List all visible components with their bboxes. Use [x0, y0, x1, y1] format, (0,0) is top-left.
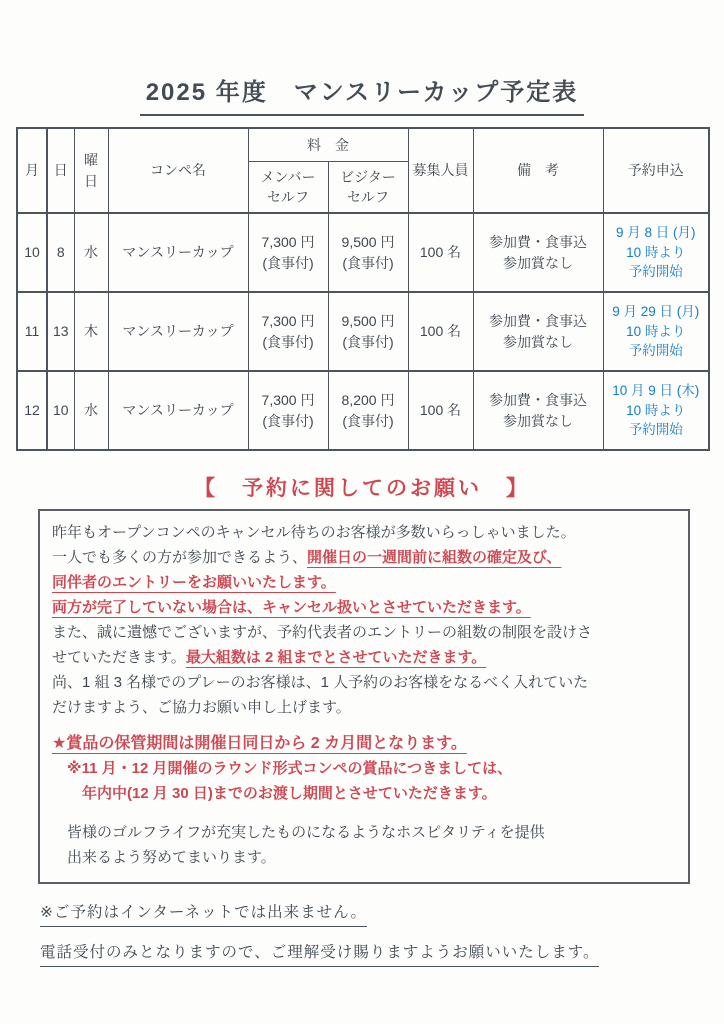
- notice-text: 出来るよう努めてまいります。: [67, 849, 276, 866]
- notice-line-2: [52, 545, 676, 570]
- notice-line-5: [52, 620, 676, 645]
- cell-visitor-fee: [328, 371, 408, 450]
- cell-day: 10: [47, 371, 74, 450]
- reservation-start: 予約開始: [628, 343, 683, 359]
- notice-note-1: [52, 756, 676, 781]
- cell-month: 10: [17, 213, 47, 292]
- member-fee-note: (食事付): [262, 254, 314, 271]
- reservation-start: 予約開始: [628, 264, 683, 280]
- col-header-remarks: 備 考: [473, 128, 603, 213]
- notice-text: 尚、1 組 3 名様でのプレーのお客様は、1 人予約のお客様をなるべく入れていた: [52, 674, 589, 691]
- notice-text: 一人でも多くの方が参加できるよう、: [52, 549, 308, 566]
- cell-compe: マンスリーカップ: [108, 213, 248, 292]
- cell-capacity: 100 名: [408, 213, 473, 292]
- cell-capacity: 100 名: [408, 292, 473, 371]
- cell-visitor-fee: [328, 292, 408, 371]
- remarks-line2: 参加賞なし: [503, 333, 573, 350]
- table-row: [17, 213, 709, 292]
- cell-compe: マンスリーカップ: [108, 292, 248, 371]
- table-row: [17, 371, 709, 450]
- cell-day: 13: [47, 292, 74, 371]
- cell-remarks: [473, 213, 603, 292]
- col-header-weekday-line2: 日: [84, 172, 98, 189]
- notice-closing-2: [52, 845, 676, 870]
- cell-weekday: 木: [74, 292, 108, 371]
- cell-member-fee: [248, 213, 328, 292]
- cell-capacity: 100 名: [408, 371, 473, 450]
- prize-period-notice: ★賞品の保管期間は開催日同日から 2 カ月間となります。: [52, 735, 467, 752]
- visitor-fee-note: (食事付): [342, 412, 394, 429]
- remarks-line2: 参加賞なし: [503, 412, 573, 429]
- cell-member-fee: [248, 292, 328, 371]
- notice-text: だけますよう、ご協力お願い申し上げます。: [52, 699, 351, 716]
- visitor-fee-note: (食事付): [342, 254, 394, 271]
- cell-remarks: [473, 371, 603, 450]
- notice-closing-1: [52, 820, 676, 845]
- visitor-fee-amount: 9,500 円: [341, 312, 395, 329]
- notice-line-4: [52, 595, 676, 620]
- remarks-line1: 参加費・食事込: [489, 313, 587, 330]
- notice-text: また、誠に遺憾でございますが、予約代表者のエントリーの組数の制限を設けさ: [52, 624, 593, 641]
- col-header-capacity: 募集人員: [408, 128, 473, 213]
- member-fee-note: (食事付): [262, 412, 314, 429]
- notice-line-6: [52, 645, 676, 670]
- footer-note-internet: [40, 900, 367, 927]
- remarks-line2: 参加賞なし: [503, 254, 573, 271]
- member-fee-amount: 7,300 円: [261, 233, 315, 250]
- cell-visitor-fee: [328, 213, 408, 292]
- notice-line-7: [52, 670, 676, 695]
- notice-line-3: [52, 570, 676, 595]
- cell-reservation: [603, 213, 709, 292]
- title-block: [0, 72, 724, 116]
- cell-reservation: [603, 371, 709, 450]
- notice-heading: 【 予約に関してのお願い 】: [194, 477, 530, 500]
- col-header-day: 日: [47, 128, 74, 213]
- col-header-month: 月: [17, 128, 47, 213]
- footer-note-text: ※ご予約はインターネットでは出来ません。: [40, 900, 367, 927]
- reservation-date: 9 月 8 日 (月): [615, 225, 696, 241]
- visitor-self-line2: セルフ: [347, 189, 389, 205]
- schedule-table: [16, 127, 710, 451]
- reservation-start: 予約開始: [628, 422, 683, 438]
- table-row: [17, 292, 709, 371]
- prize-note-red: ※11 月・12 月開催のラウンド形式コンペの賞品につきましては、: [67, 760, 513, 777]
- member-self-line1: メンバー: [260, 168, 316, 185]
- notice-emphasis-red: 同伴者のエントリーをお願いいたします。: [52, 574, 336, 591]
- reservation-time: 10 時より: [626, 402, 686, 418]
- member-self-line2: セルフ: [267, 189, 309, 205]
- reservation-time: 10 時より: [626, 244, 686, 260]
- col-header-weekday-line1: 曜: [84, 152, 98, 169]
- col-header-member-self: [248, 162, 328, 214]
- col-header-visitor-self: [328, 162, 408, 214]
- cell-weekday: 水: [74, 371, 108, 450]
- cell-compe: マンスリーカップ: [108, 371, 248, 450]
- notice-text: せていただきます。: [52, 649, 186, 666]
- visitor-fee-amount: 8,200 円: [341, 391, 395, 408]
- cell-month: 12: [17, 371, 47, 450]
- notice-emphasis-red: 最大組数は 2 組までとさせていただきます。: [185, 649, 487, 666]
- member-fee-note: (食事付): [262, 333, 314, 350]
- notice-line-8: [52, 695, 676, 720]
- page-title: 2025 年度 マンスリーカップ予定表: [140, 72, 585, 116]
- footer-note-text: 電話受付のみとなりますので、ご理解受け賜りますようお願いいたします。: [40, 940, 599, 967]
- notice-text: 皆様のゴルフライフが充実したものになるようなホスピタリティを提供: [67, 824, 545, 841]
- cell-day: 8: [47, 213, 74, 292]
- cell-reservation: [603, 292, 709, 371]
- notice-line-1: [52, 520, 676, 545]
- reservation-time: 10 時より: [626, 323, 686, 339]
- notice-heading-block: [0, 472, 724, 502]
- visitor-fee-note: (食事付): [342, 333, 394, 350]
- cell-month: 11: [17, 292, 47, 371]
- notice-text: 昨年もオープンコンペのキャンセル待ちのお客様が多数いらっしゃいました。: [52, 524, 576, 541]
- remarks-line1: 参加費・食事込: [489, 392, 587, 409]
- cell-member-fee: [248, 371, 328, 450]
- notice-emphasis-red: 開催日の一週間前に組数の確定及び、: [307, 549, 562, 566]
- cell-remarks: [473, 292, 603, 371]
- col-header-compe: コンペ名: [108, 128, 248, 213]
- notice-emphasis-red: 両方が完了していない場合は、キャンセル扱いとさせていただきます。: [52, 599, 531, 616]
- prize-note-red: 年内中(12 月 30 日)までのお渡し期間とさせていただきます。: [82, 785, 497, 802]
- remarks-line1: 参加費・食事込: [489, 234, 587, 251]
- notice-star-line: [52, 731, 676, 756]
- member-fee-amount: 7,300 円: [261, 391, 315, 408]
- col-header-reservation: 予約申込: [603, 128, 709, 213]
- member-fee-amount: 7,300 円: [261, 312, 315, 329]
- footer-note-phone: [40, 940, 599, 967]
- visitor-fee-amount: 9,500 円: [341, 233, 395, 250]
- col-header-weekday: [74, 128, 108, 213]
- visitor-self-line1: ビジター: [340, 168, 396, 185]
- reservation-date: 10 月 9 日 (木): [612, 383, 700, 399]
- notice-box: [38, 509, 690, 884]
- notice-note-2: [52, 781, 676, 806]
- col-header-fee: 料 金: [248, 128, 408, 162]
- cell-weekday: 水: [74, 213, 108, 292]
- reservation-date: 9 月 29 日 (月): [612, 304, 700, 320]
